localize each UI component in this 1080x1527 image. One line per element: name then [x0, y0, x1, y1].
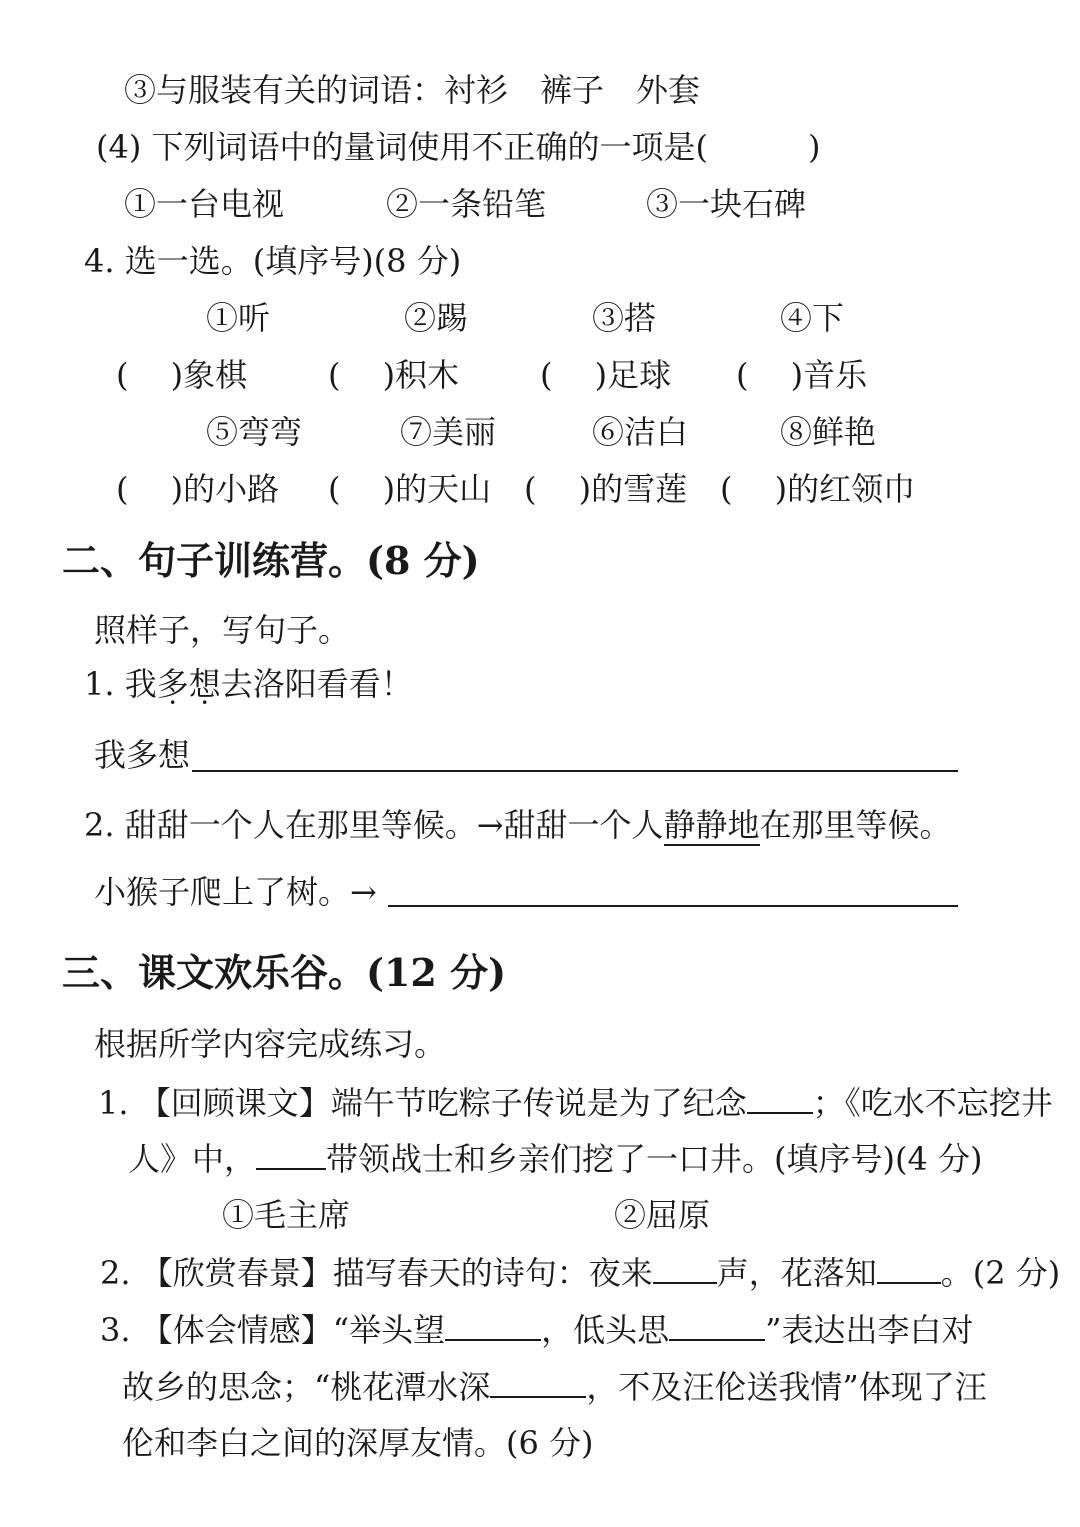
adj-option-2: ⑦美丽 — [400, 413, 497, 451]
q3-line-3: 伦和李白之间的深厚友情。(6 分) — [122, 1424, 594, 1462]
question-4-stem — [96, 127, 820, 167]
q3-line-1 — [100, 1309, 973, 1350]
q2-line — [100, 1252, 1060, 1293]
word-group-clothing: ③与服装有关的词语：衬衫 裤子 外套 — [124, 71, 701, 109]
emphasis-char-2: 想 — [188, 665, 221, 703]
q2-blank-1[interactable] — [653, 1252, 717, 1284]
q3-line-2 — [122, 1366, 987, 1407]
verb-blank-2[interactable]: ( )积木 — [328, 356, 460, 394]
section-3-instruction: 根据所学内容完成练习。 — [94, 1025, 447, 1063]
q1-text-c: 人》中， — [128, 1140, 257, 1178]
q1-line-1 — [98, 1082, 1053, 1123]
q3-text-a: 3. 【体会情感】“举头望 — [100, 1311, 446, 1349]
sentence-1-suffix: 去洛阳看看！ — [220, 665, 413, 703]
q1-text-a: 1. 【回顾课文】端午节吃粽子传说是为了纪念 — [98, 1084, 747, 1122]
q1-option-2: ②屈原 — [614, 1196, 711, 1234]
q3-blank-3[interactable] — [490, 1366, 586, 1398]
question-4-stem-close: ) — [808, 128, 821, 166]
sentence-1-example — [84, 664, 413, 704]
adj-option-4: ⑧鲜艳 — [780, 413, 877, 451]
sentence-1-prefix: 1. 我 — [84, 665, 157, 703]
sentence-2-example-end: 在那里等候。 — [759, 806, 952, 844]
verb-blank-3[interactable]: ( )足球 — [540, 356, 672, 394]
adj-blank-4[interactable]: ( )的红领巾 — [720, 470, 916, 508]
section-3-heading: 三、课文欢乐谷。(12 分) — [62, 950, 507, 995]
q3-text-b: ，低头思 — [541, 1311, 670, 1349]
q3-text-c: ”表达出李白对 — [765, 1311, 974, 1349]
sentence-2-task: 小猴子爬上了树。→ — [94, 873, 377, 911]
section-2-instruction: 照样子，写句子。 — [94, 611, 351, 649]
adj-blank-3[interactable]: ( )的雪莲 — [524, 470, 688, 508]
q3-text-d: 故乡的思念；“桃花潭水深 — [122, 1368, 491, 1406]
select-question-title: 4. 选一选。(填序号)(8 分) — [84, 242, 462, 280]
adj-option-3: ⑥洁白 — [592, 413, 689, 451]
adj-blank-1[interactable]: ( )的小路 — [116, 470, 280, 508]
q1-line-2 — [128, 1138, 983, 1179]
verb-option-1: ①听 — [206, 299, 271, 337]
q1-option-1: ①毛主席 — [222, 1196, 351, 1234]
q4-option-1: ①一台电视 — [124, 185, 285, 223]
q2-blank-2[interactable] — [877, 1252, 941, 1284]
q2-text-b: 声，花落知 — [716, 1254, 877, 1292]
verb-option-2: ②踢 — [404, 299, 469, 337]
verb-option-3: ③搭 — [592, 299, 657, 337]
q2-text-a: 2. 【欣赏春景】描写春天的诗句：夜来 — [100, 1254, 653, 1292]
q4-option-3: ③一块石碑 — [646, 185, 807, 223]
q1-text-d: 带领战士和乡亲们挖了一口井。(填序号)(4 分) — [326, 1140, 983, 1178]
q3-blank-1[interactable] — [445, 1309, 541, 1341]
q4-option-2: ②一条铅笔 — [386, 185, 547, 223]
q3-text-e: ，不及汪伦送我情”体现了汪 — [586, 1368, 987, 1406]
q1-blank-2[interactable] — [256, 1138, 326, 1170]
adj-option-1: ⑤弯弯 — [206, 413, 303, 451]
sentence-1-answer-line[interactable] — [192, 770, 958, 772]
sentence-2-answer-line[interactable] — [388, 905, 958, 907]
q1-blank-1[interactable] — [747, 1082, 813, 1114]
question-4-stem-text: (4) 下列词语中的量词使用不正确的一项是( — [96, 128, 708, 166]
sentence-2-example — [84, 805, 952, 845]
verb-blank-1[interactable]: ( )象棋 — [116, 356, 248, 394]
verb-blank-4[interactable]: ( )音乐 — [736, 356, 868, 394]
adj-blank-2[interactable]: ( )的天山 — [328, 470, 492, 508]
verb-option-4: ④下 — [780, 299, 845, 337]
section-2-heading: 二、句子训练营。(8 分) — [62, 538, 480, 583]
q2-text-c: 。(2 分) — [940, 1254, 1061, 1292]
underlined-word: 静静地 — [663, 806, 760, 844]
q3-blank-2[interactable] — [669, 1309, 765, 1341]
sentence-1-answer-prefix: 我多想 — [94, 736, 191, 774]
emphasis-char-1: 多 — [156, 665, 189, 703]
q1-text-b: ；《吃水不忘挖井 — [812, 1084, 1053, 1122]
sentence-2-example-start: 2. 甜甜一个人在那里等候。→甜甜一个人 — [84, 806, 664, 844]
